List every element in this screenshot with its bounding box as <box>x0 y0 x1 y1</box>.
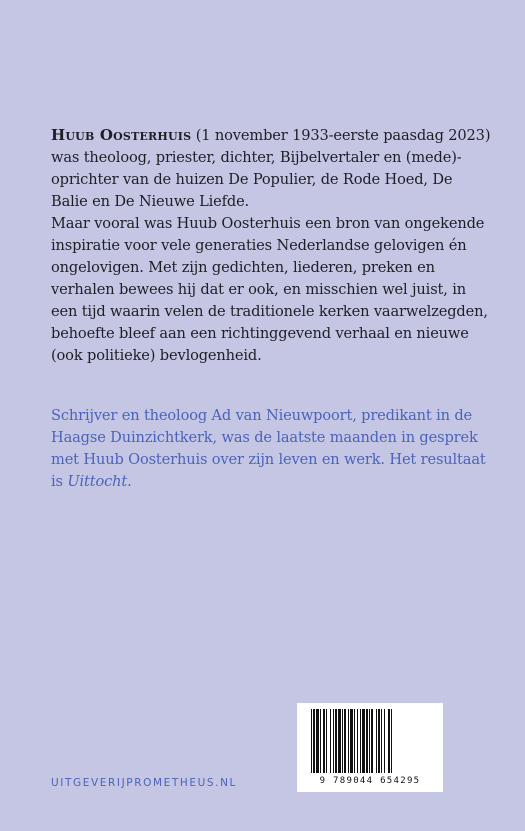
barcode-bar <box>330 709 331 773</box>
bio-paragraph-2: Maar vooral was Huub Oosterhuis een bron van ongekende inspiratie voor vele generaties Nederlandse gelovigen én ongelovigen. Met zijn gedichten, liederen, preken en verhalen bewees hij dat er ook, en misschien wel juist, in een tijd waarin velen de traditionele kerken vaarwelzegden, behoefte bleef aan een richtinggevend verhaal en nieuwe (ook politieke) bevlogenheid. <box>51 215 488 364</box>
barcode-bar <box>388 709 390 773</box>
subject-dates: (1 november 1933-eerste paasdag 2023) <box>191 127 491 144</box>
barcode-bar <box>366 709 368 773</box>
barcode-bar <box>357 709 358 773</box>
barcode-bar <box>378 709 380 773</box>
barcode-bar <box>316 709 319 773</box>
barcode-bar <box>313 709 315 773</box>
barcode-bar <box>350 709 353 773</box>
barcode-bar <box>320 709 321 773</box>
barcode-bar <box>369 709 370 773</box>
barcode-bar <box>326 709 327 773</box>
barcode-bar <box>371 709 373 773</box>
barcode-bar <box>376 709 377 773</box>
barcode-bar <box>360 709 361 773</box>
barcode-bars <box>297 703 443 777</box>
barcode-bar <box>323 709 325 773</box>
barcode-bar <box>311 709 312 773</box>
subject-name: Huub Oosterhuis <box>51 126 192 144</box>
barcode-bar <box>342 709 343 773</box>
author-text: Schrijver en theoloog Ad van Nieuwpoort, predikant in de Haagse Duinzichtkerk, was de laatste maanden in gesprek met Huub Oosterhuis over zijn leven en werk. Het resultaat is <box>51 407 486 490</box>
barcode-bar <box>354 709 355 773</box>
author-biography <box>51 124 491 367</box>
publisher-website: UITGEVERIJPROMETHEUS.NL <box>51 777 237 789</box>
author-note <box>51 405 491 493</box>
barcode-bar <box>391 709 392 773</box>
author-text-end: . <box>127 473 132 490</box>
barcode-bar <box>381 709 382 773</box>
bio-paragraph-1 <box>51 124 491 213</box>
barcode-bar <box>338 709 341 773</box>
bio-text: was theoloog, priester, dichter, Bijbelvertaler en (mede)-oprichter van de huizen De Populier, de Rode Hoed, De Balie en De Nieuwe Liefde. <box>51 149 462 210</box>
barcode-bar <box>344 709 346 773</box>
author-paragraph <box>51 405 491 493</box>
isbn-barcode <box>297 703 443 792</box>
isbn-number: 9 789044 654295 <box>319 776 421 786</box>
barcode-bar <box>333 709 334 773</box>
book-title: Uittocht <box>67 473 128 490</box>
barcode-bar <box>348 709 349 773</box>
barcode-bar <box>362 709 365 773</box>
barcode-bar <box>384 709 385 773</box>
barcode-bar <box>335 709 337 773</box>
